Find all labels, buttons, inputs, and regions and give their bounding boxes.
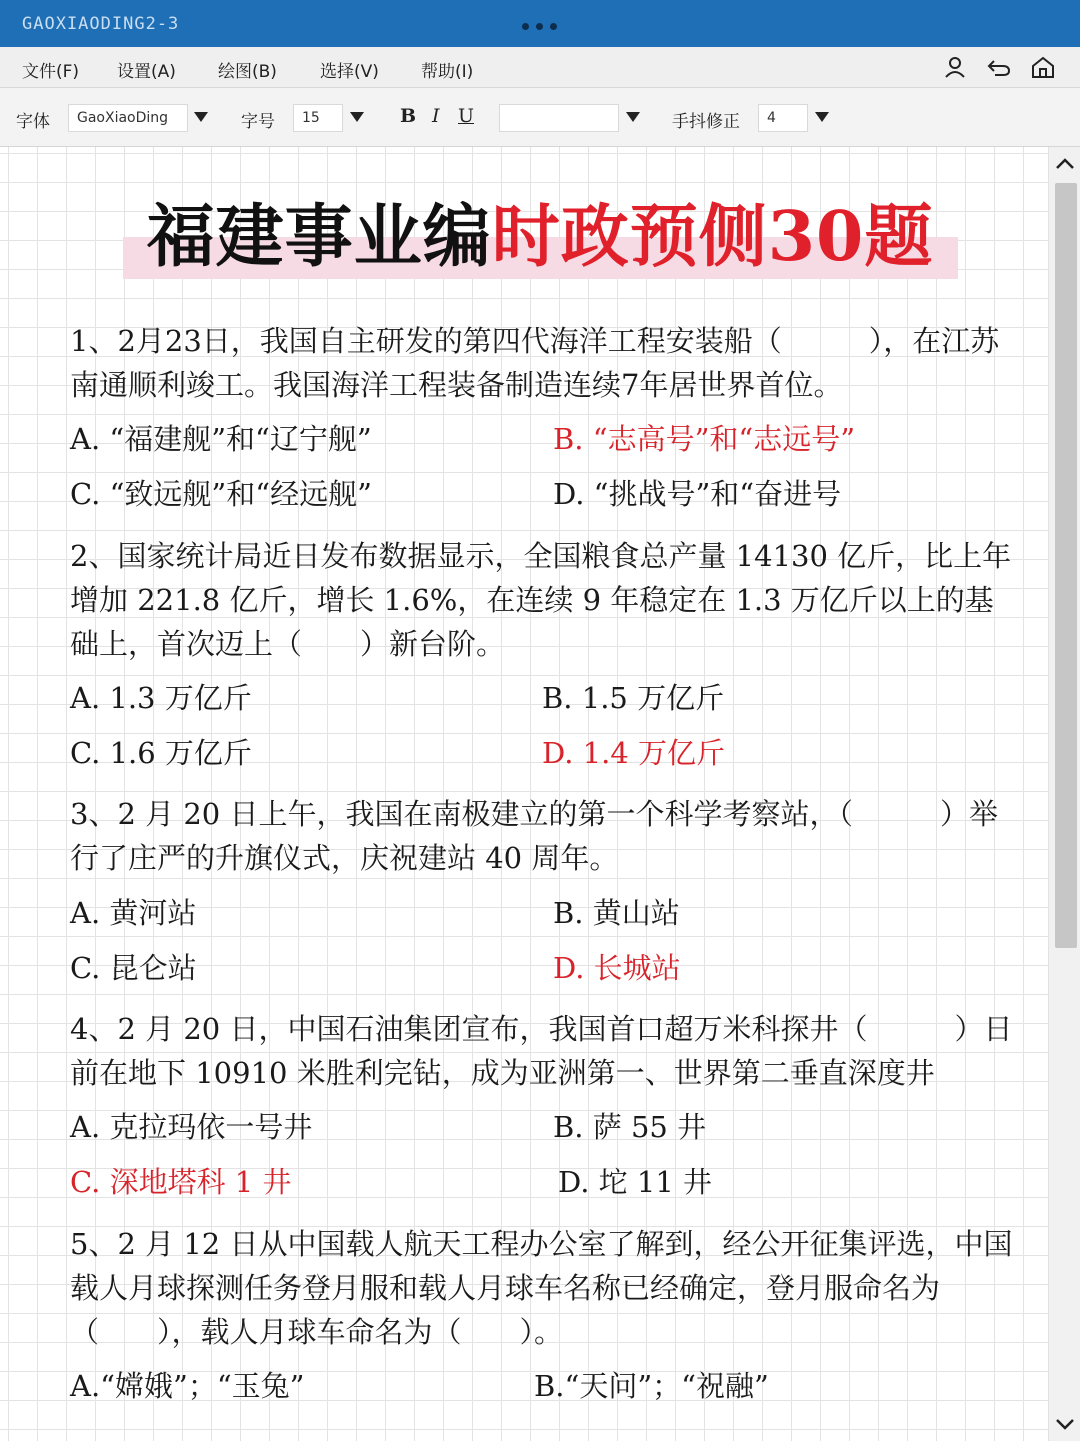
title-red-part: 时政预侧30题 <box>491 197 934 277</box>
menu-draw[interactable]: 绘图(B) <box>218 62 277 82</box>
menu-bar <box>0 47 1080 88</box>
q4-option-b: B. 萨 55 井 <box>553 1110 707 1144</box>
font-select[interactable]: GaoXiaoDing <box>68 104 188 132</box>
q2-option-a: A. 1.3 万亿斤 <box>70 681 252 715</box>
size-select[interactable]: 15 <box>293 104 343 132</box>
undo-icon[interactable] <box>986 55 1012 79</box>
bold-button[interactable]: B <box>400 105 417 127</box>
q5-option-a: A.“嫦娥”；“玉兔” <box>70 1369 305 1403</box>
page-title <box>120 192 960 282</box>
q3-option-c: C. 昆仑站 <box>70 951 197 985</box>
q4-option-c: C. 深地塔科 1 井 <box>70 1165 292 1199</box>
q3-option-b: B. 黄山站 <box>553 896 680 930</box>
q2-option-c: C. 1.6 万亿斤 <box>70 736 252 770</box>
underline-button[interactable]: U <box>458 105 475 127</box>
scroll-up-icon[interactable] <box>1055 157 1075 171</box>
font-dropdown-icon[interactable] <box>194 112 208 122</box>
menu-help[interactable]: 帮助(I) <box>421 62 474 82</box>
home-icon[interactable] <box>1030 55 1056 79</box>
size-label: 字号 <box>241 112 275 132</box>
q1-option-d: D. “挑战号”和“奋进号 <box>553 477 842 511</box>
window-title: GAOXIAODING2-3 <box>22 14 180 34</box>
shake-dropdown-icon[interactable] <box>815 112 829 122</box>
question-1: 1、2月23日，我国自主研发的第四代海洋工程安装船（ ），在江苏南通顺利竣工。我国海洋工程装备制造连续7年居世界首位。 <box>70 324 1000 402</box>
shake-correction-label: 手抖修正 <box>672 112 740 132</box>
menu-select[interactable]: 选择(V) <box>320 62 379 82</box>
menu-file[interactable]: 文件(F) <box>22 62 80 82</box>
q4-option-a: A. 克拉玛依一号井 <box>70 1110 313 1144</box>
scroll-down-icon[interactable] <box>1055 1417 1075 1431</box>
q3-option-a: A. 黄河站 <box>70 896 197 930</box>
q4-option-d: D. 坨 11 井 <box>558 1165 712 1199</box>
q2-option-b: B. 1.5 万亿斤 <box>542 681 725 715</box>
q5-option-b: B.“天问”；“祝融” <box>534 1369 769 1403</box>
scroll-thumb[interactable] <box>1055 183 1077 948</box>
title-bar <box>0 0 1080 47</box>
window-more-icon[interactable] <box>522 23 557 30</box>
font-label: 字体 <box>16 112 50 132</box>
q1-option-b: B. “志高号”和“志远号” <box>553 422 856 456</box>
question-3: 3、2 月 20 日上午，我国在南极建立的第一个科学考察站，（ ）举行了庄严的升旗仪式，庆祝建站 40 周年。 <box>70 797 998 875</box>
question-2: 2、国家统计局近日发布数据显示，全国粮食总产量 14130 亿斤，比上年增加 221.8 亿斤，增长 1.6%，在连续 9 年稳定在 1.3 万亿斤以上的基础上，首次迈上（ ）新台阶。 <box>70 539 1012 661</box>
menu-settings[interactable]: 设置(A) <box>117 62 176 82</box>
color-select[interactable] <box>499 104 619 132</box>
q1-option-c: C. “致远舰”和“经远舰” <box>70 477 372 511</box>
q1-option-a: A. “福建舰”和“辽宁舰” <box>70 422 372 456</box>
user-icon[interactable] <box>942 55 968 79</box>
document-canvas[interactable] <box>0 147 1048 1441</box>
size-dropdown-icon[interactable] <box>350 112 364 122</box>
question-4: 4、2 月 20 日，中国石油集团宣布，我国首口超万米科探井（ ）日前在地下 10910 米胜利完钻，成为亚洲第一、世界第二垂直深度井 <box>70 1012 1013 1090</box>
question-5: 5、2 月 12 日从中国载人航天工程办公室了解到，经公开征集评选，中国载人月球探测任务登月服和载人月球车名称已经确定，登月服命名为（ ），载人月球车命名为（ ）。 <box>70 1227 1013 1349</box>
color-dropdown-icon[interactable] <box>626 112 640 122</box>
q2-option-d: D. 1.4 万亿斤 <box>542 736 725 770</box>
q3-option-d: D. 长城站 <box>553 951 681 985</box>
vertical-scrollbar[interactable] <box>1048 147 1080 1441</box>
format-toolbar <box>0 88 1080 147</box>
italic-button[interactable]: I <box>432 105 440 127</box>
shake-correction-select[interactable]: 4 <box>758 104 808 132</box>
title-black-part: 福建事业编 <box>146 197 492 277</box>
